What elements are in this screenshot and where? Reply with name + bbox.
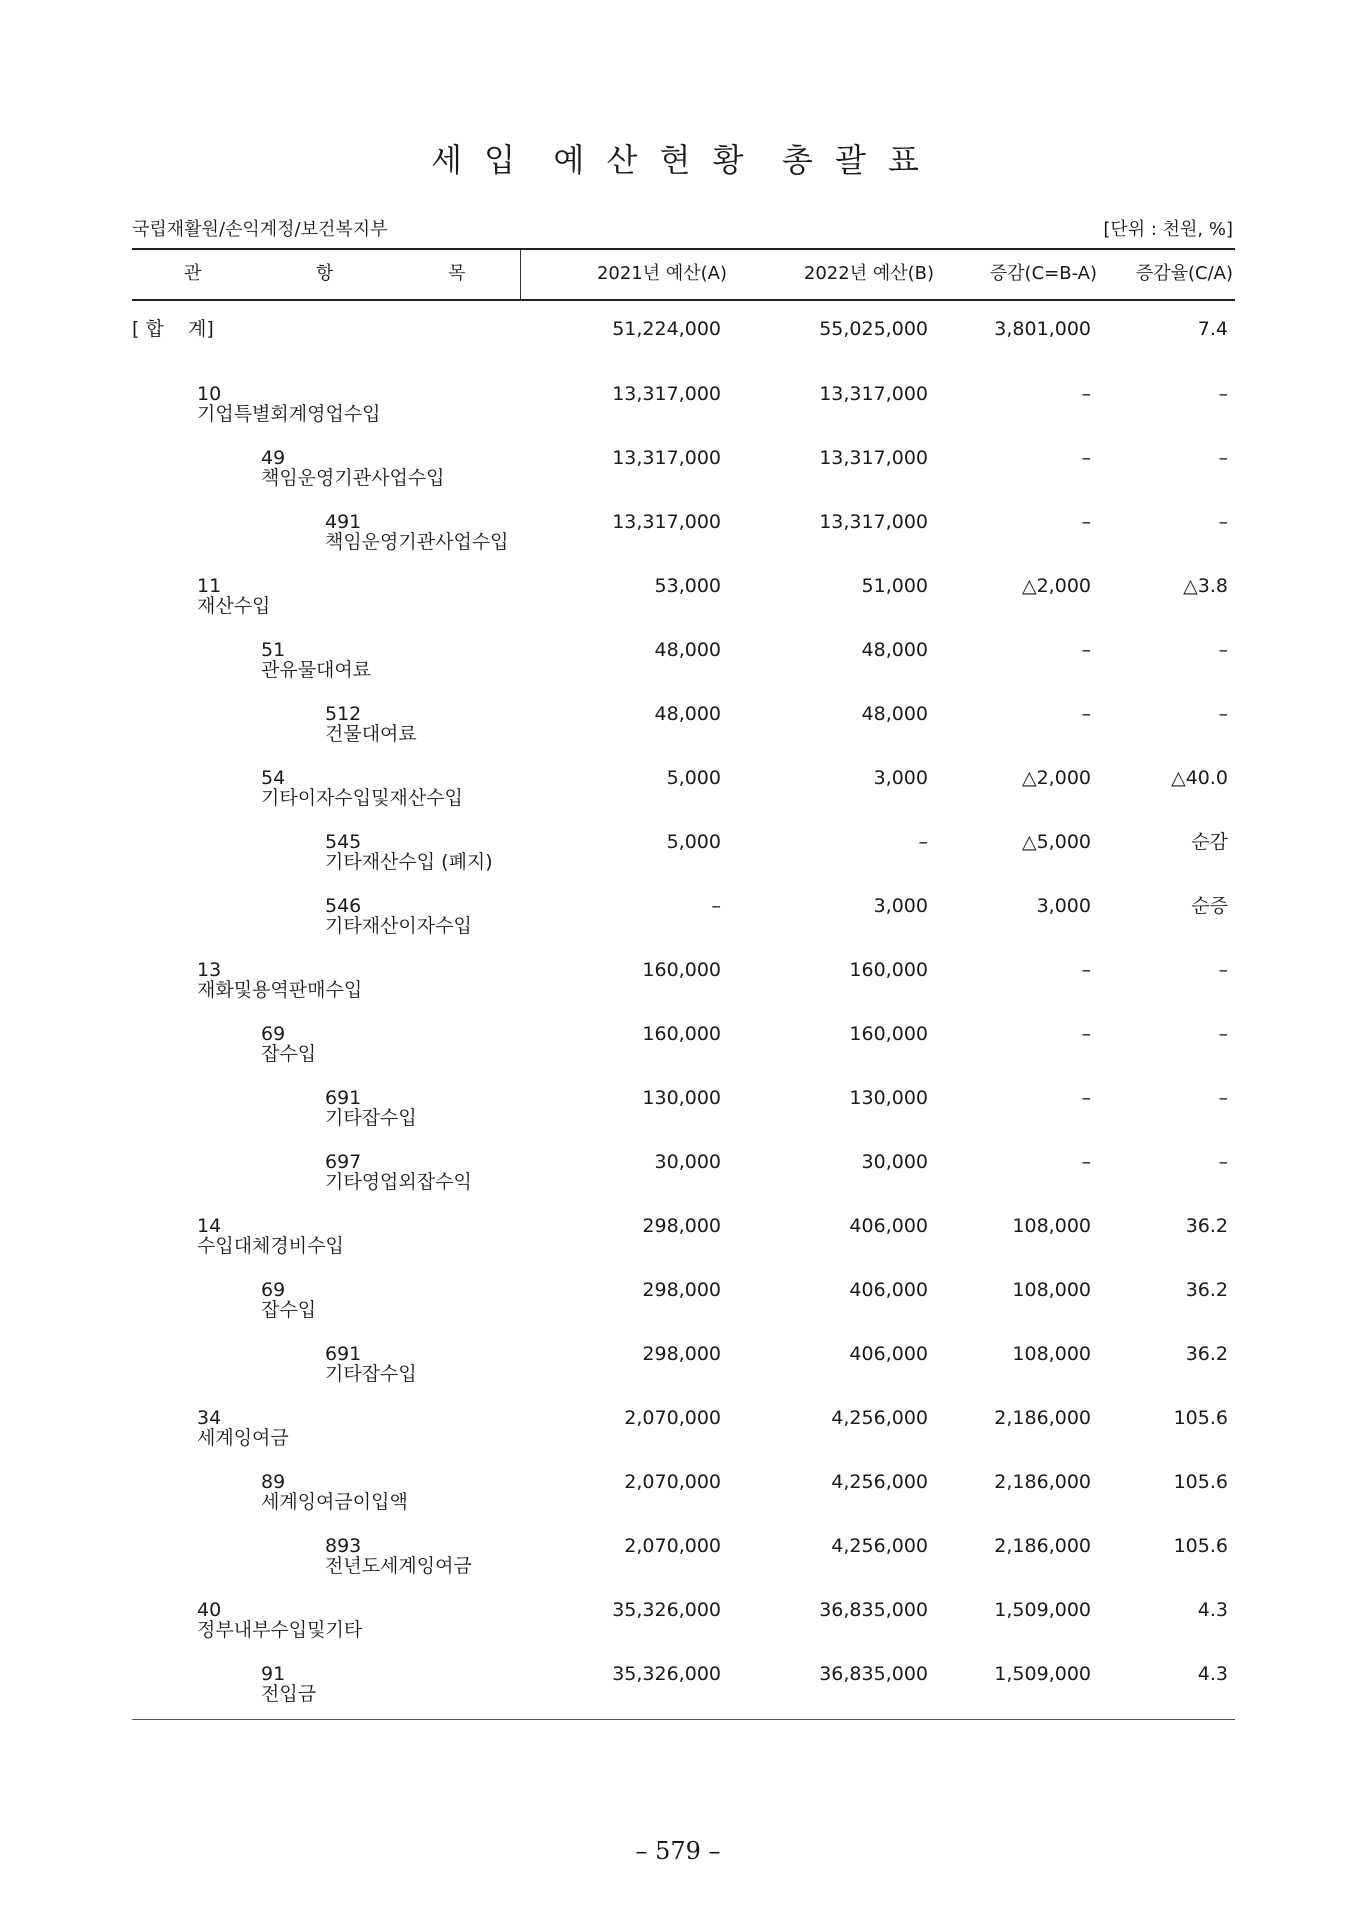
row-label xyxy=(325,1536,472,1576)
row-name: 잡수입 xyxy=(261,1043,317,1065)
row-name: 수입대체경비수입 xyxy=(197,1235,344,1257)
table-row xyxy=(0,704,1356,768)
row-2021-budget: – xyxy=(711,895,721,917)
row-2022-budget: 406,000 xyxy=(849,1215,928,1237)
row-code: 691 xyxy=(325,1343,362,1365)
row-code: 91 xyxy=(261,1663,286,1685)
table-row xyxy=(0,448,1356,512)
row-change-rate: – xyxy=(1218,703,1228,725)
row-2021-budget: 2,070,000 xyxy=(624,1407,721,1429)
row-name: 건물대여료 xyxy=(325,723,417,745)
row-label xyxy=(261,1280,316,1320)
row-name: 기업특별회계영업수입 xyxy=(197,403,381,425)
row-code: 11 xyxy=(197,575,222,597)
header-change: 증감(C=B-A) xyxy=(989,263,1097,284)
table-row xyxy=(0,1152,1356,1216)
row-2021-budget: 5,000 xyxy=(666,831,721,853)
row-change-rate: – xyxy=(1218,959,1228,981)
row-2021-budget: 160,000 xyxy=(642,959,721,981)
row-code: 49 xyxy=(261,447,286,469)
table-row xyxy=(0,1024,1356,1088)
row-2022-budget: 48,000 xyxy=(861,639,928,661)
row-change: – xyxy=(1081,1087,1091,1109)
row-code: 545 xyxy=(325,831,362,853)
table-row xyxy=(0,1088,1356,1152)
row-change: – xyxy=(1081,447,1091,469)
row-name: 기타잡수입 xyxy=(325,1363,417,1385)
row-2021-budget: 298,000 xyxy=(642,1215,721,1237)
row-change: 2,186,000 xyxy=(994,1407,1091,1429)
header-2021-budget: 2021년 예산(A) xyxy=(596,263,727,284)
row-2022-budget: 13,317,000 xyxy=(819,511,928,533)
row-change-rate: △3.8 xyxy=(1183,575,1228,597)
table-row xyxy=(0,1344,1356,1408)
row-change: – xyxy=(1081,1151,1091,1173)
row-2021-budget: 298,000 xyxy=(642,1343,721,1365)
total-label: [ 합 계] xyxy=(132,318,214,340)
row-code: 51 xyxy=(261,639,286,661)
row-name: 재화및용역판매수입 xyxy=(197,979,363,1001)
row-name: 재산수입 xyxy=(197,595,271,617)
row-label xyxy=(197,1216,344,1256)
row-name: 잡수입 xyxy=(261,1299,317,1321)
row-code: 89 xyxy=(261,1471,286,1493)
row-change-rate: – xyxy=(1218,639,1228,661)
table-row xyxy=(0,768,1356,832)
row-2022-budget: 3,000 xyxy=(873,767,928,789)
row-name: 세계잉여금 xyxy=(197,1427,289,1449)
row-change: – xyxy=(1081,959,1091,981)
row-label xyxy=(325,1088,417,1128)
row-2021-budget: 5,000 xyxy=(666,767,721,789)
row-change-rate: – xyxy=(1218,1087,1228,1109)
table-row xyxy=(0,640,1356,704)
row-change-rate: 105.6 xyxy=(1173,1407,1228,1429)
row-name: 책임운영기관사업수입 xyxy=(261,467,445,489)
table-row xyxy=(0,1408,1356,1472)
table-body xyxy=(0,384,1356,1728)
row-label xyxy=(325,1344,417,1384)
row-name: 기타영업외잡수익 xyxy=(325,1171,472,1193)
row-label xyxy=(197,1600,362,1640)
row-2022-budget: 36,835,000 xyxy=(819,1663,928,1685)
row-code: 512 xyxy=(325,703,362,725)
row-2022-budget: 4,256,000 xyxy=(831,1471,928,1493)
row-change: 3,000 xyxy=(1036,895,1091,917)
row-code: 40 xyxy=(197,1599,222,1621)
table-row xyxy=(0,576,1356,640)
row-2021-budget: 13,317,000 xyxy=(612,511,721,533)
row-change: △2,000 xyxy=(1021,767,1091,789)
unit-label: [단위 : 천원, %] xyxy=(1103,219,1233,240)
row-2022-budget: 13,317,000 xyxy=(819,447,928,469)
row-2021-budget: 160,000 xyxy=(642,1023,721,1045)
row-2021-budget: 53,000 xyxy=(654,575,721,597)
row-label xyxy=(261,448,445,488)
row-name: 전년도세계잉여금 xyxy=(325,1555,472,1577)
row-change: 108,000 xyxy=(1012,1215,1091,1237)
row-name: 관유물대여료 xyxy=(261,659,372,681)
row-2021-budget: 48,000 xyxy=(654,703,721,725)
row-name: 기타이자수입및재산수입 xyxy=(261,787,463,809)
row-label xyxy=(197,384,381,424)
row-code: 54 xyxy=(261,767,286,789)
row-change-rate: 105.6 xyxy=(1173,1535,1228,1557)
row-label xyxy=(261,640,371,680)
row-change: △5,000 xyxy=(1021,831,1091,853)
row-name: 정부내부수입및기타 xyxy=(197,1619,363,1641)
header-gwan: 관 xyxy=(184,263,202,284)
row-name: 기타재산수입 (폐지) xyxy=(325,851,493,873)
table-row xyxy=(0,1600,1356,1664)
header-2022-budget: 2022년 예산(B) xyxy=(803,263,934,284)
row-2022-budget: – xyxy=(918,831,928,853)
header-hang: 항 xyxy=(316,263,334,284)
row-change: 2,186,000 xyxy=(994,1535,1091,1557)
row-label xyxy=(325,704,417,744)
row-label xyxy=(325,896,472,936)
row-name: 기타잡수입 xyxy=(325,1107,417,1129)
row-2022-budget: 13,317,000 xyxy=(819,383,928,405)
row-label xyxy=(197,576,270,616)
row-change-rate: – xyxy=(1218,383,1228,405)
row-2022-budget: 3,000 xyxy=(873,895,928,917)
row-code: 546 xyxy=(325,895,362,917)
row-code: 69 xyxy=(261,1023,286,1045)
row-name: 기타재산이자수입 xyxy=(325,915,472,937)
header-divider xyxy=(520,250,521,299)
row-change-rate: – xyxy=(1218,1023,1228,1045)
row-change-rate: 4.3 xyxy=(1197,1599,1228,1621)
row-code: 697 xyxy=(325,1151,362,1173)
total-row xyxy=(0,319,1356,339)
row-name: 책임운영기관사업수입 xyxy=(325,531,509,553)
total-2022: 55,025,000 xyxy=(819,318,928,340)
row-2021-budget: 13,317,000 xyxy=(612,383,721,405)
row-label xyxy=(325,832,493,872)
table-row xyxy=(0,960,1356,1024)
row-change-rate: 105.6 xyxy=(1173,1471,1228,1493)
row-label xyxy=(325,1152,472,1192)
table-row xyxy=(0,512,1356,576)
table-row xyxy=(0,832,1356,896)
table-row xyxy=(0,384,1356,448)
total-change: 3,801,000 xyxy=(994,318,1091,340)
total-2021: 51,224,000 xyxy=(612,318,721,340)
total-rate: 7.4 xyxy=(1197,318,1228,340)
row-label xyxy=(261,768,463,808)
row-2021-budget: 30,000 xyxy=(654,1151,721,1173)
row-label xyxy=(261,1472,408,1512)
table-row xyxy=(0,1280,1356,1344)
row-code: 893 xyxy=(325,1535,362,1557)
row-code: 691 xyxy=(325,1087,362,1109)
row-2022-budget: 4,256,000 xyxy=(831,1535,928,1557)
row-change: – xyxy=(1081,383,1091,405)
row-2021-budget: 130,000 xyxy=(642,1087,721,1109)
row-change-rate: – xyxy=(1218,1151,1228,1173)
row-change: – xyxy=(1081,639,1091,661)
row-code: 13 xyxy=(197,959,222,981)
row-change-rate: 4.3 xyxy=(1197,1663,1228,1685)
row-change-rate: – xyxy=(1218,511,1228,533)
table-top-rule xyxy=(132,248,1235,250)
row-2022-budget: 406,000 xyxy=(849,1343,928,1365)
row-code: 14 xyxy=(197,1215,222,1237)
table-row xyxy=(0,896,1356,960)
row-change-rate: 36.2 xyxy=(1185,1279,1228,1301)
row-change-rate: △40.0 xyxy=(1171,767,1228,789)
row-change-rate: 36.2 xyxy=(1185,1343,1228,1365)
row-label xyxy=(325,512,509,552)
row-change-rate: 순감 xyxy=(1191,831,1228,853)
row-change: – xyxy=(1081,1023,1091,1045)
row-2021-budget: 35,326,000 xyxy=(612,1599,721,1621)
row-2022-budget: 30,000 xyxy=(861,1151,928,1173)
row-change: 108,000 xyxy=(1012,1343,1091,1365)
row-change-rate: – xyxy=(1218,447,1228,469)
row-change: 1,509,000 xyxy=(994,1599,1091,1621)
page-number: – 579 – xyxy=(635,1837,721,1865)
row-2021-budget: 2,070,000 xyxy=(624,1535,721,1557)
page-title: 세 입 예 산 현 황 총 괄 표 xyxy=(431,141,925,179)
row-2021-budget: 48,000 xyxy=(654,639,721,661)
row-label xyxy=(261,1024,316,1064)
row-2021-budget: 298,000 xyxy=(642,1279,721,1301)
row-change: 108,000 xyxy=(1012,1279,1091,1301)
table-header-rule xyxy=(132,299,1235,301)
row-change: 2,186,000 xyxy=(994,1471,1091,1493)
row-label xyxy=(197,1408,289,1448)
row-change: △2,000 xyxy=(1021,575,1091,597)
row-code: 491 xyxy=(325,511,362,533)
table-row xyxy=(0,1472,1356,1536)
row-2022-budget: 160,000 xyxy=(849,959,928,981)
row-change-rate: 36.2 xyxy=(1185,1215,1228,1237)
row-2022-budget: 160,000 xyxy=(849,1023,928,1045)
row-2021-budget: 2,070,000 xyxy=(624,1471,721,1493)
department-label: 국립재활원/손익계정/보건복지부 xyxy=(132,219,388,240)
row-2022-budget: 36,835,000 xyxy=(819,1599,928,1621)
row-2021-budget: 35,326,000 xyxy=(612,1663,721,1685)
row-label xyxy=(261,1664,316,1704)
row-code: 69 xyxy=(261,1279,286,1301)
row-name: 전입금 xyxy=(261,1683,317,1705)
row-2022-budget: 4,256,000 xyxy=(831,1407,928,1429)
row-2022-budget: 130,000 xyxy=(849,1087,928,1109)
row-change: – xyxy=(1081,511,1091,533)
row-2021-budget: 13,317,000 xyxy=(612,447,721,469)
row-change: 1,509,000 xyxy=(994,1663,1091,1685)
row-change-rate: 순증 xyxy=(1191,895,1228,917)
row-2022-budget: 406,000 xyxy=(849,1279,928,1301)
row-code: 10 xyxy=(197,383,222,405)
header-change-rate: 증감율(C/A) xyxy=(1135,263,1233,284)
table-row xyxy=(0,1536,1356,1600)
row-label xyxy=(197,960,362,1000)
row-name: 세계잉여금이입액 xyxy=(261,1491,408,1513)
header-mok: 목 xyxy=(448,263,466,284)
table-bottom-rule xyxy=(132,1719,1235,1720)
table-row xyxy=(0,1216,1356,1280)
row-2022-budget: 51,000 xyxy=(861,575,928,597)
row-code: 34 xyxy=(197,1407,222,1429)
row-change: – xyxy=(1081,703,1091,725)
row-2022-budget: 48,000 xyxy=(861,703,928,725)
